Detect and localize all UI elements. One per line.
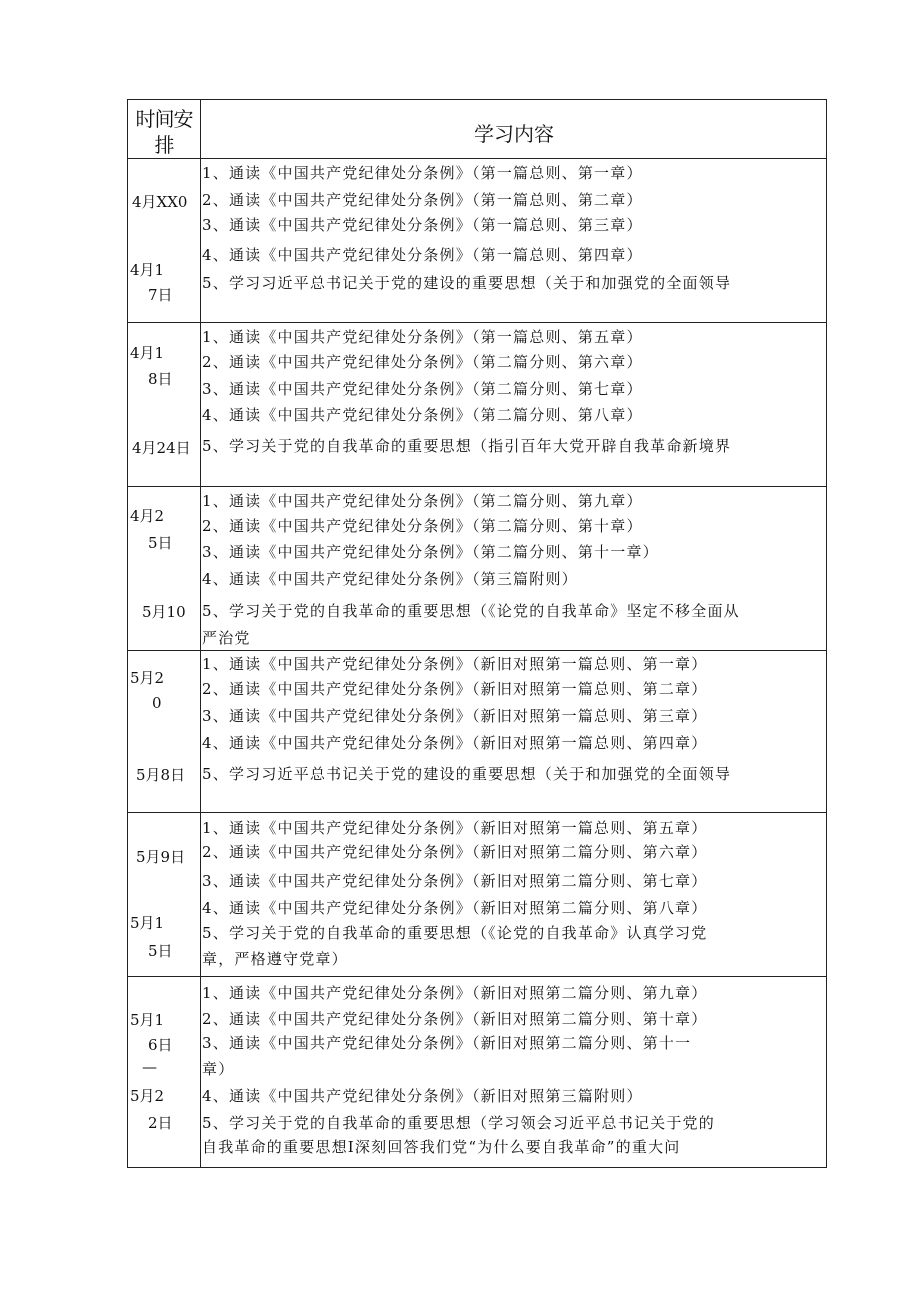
row-1-line: 5、学习习近平总书记关于党的建设的重要思想（关于和加强党的全面领导 bbox=[202, 274, 732, 292]
row-3-line: 2、通读《中国共产党纪律处分条例》（第二篇分则、第十章） bbox=[202, 517, 643, 535]
row-divider bbox=[128, 650, 826, 651]
row-2-line: 4、通读《中国共产党纪律处分条例》（第二篇分则、第八章） bbox=[202, 406, 643, 424]
row-2-line: 2、通读《中国共产党纪律处分条例》（第二篇分则、第六章） bbox=[202, 353, 643, 371]
row-5-line: 2、通读《中国共产党纪律处分条例》（新旧对照第二篇分则、第六章） bbox=[202, 843, 708, 861]
row-3-line: 4、通读《中国共产党纪律处分条例》（第三篇附则） bbox=[202, 570, 578, 588]
row-6-time: 6日 bbox=[148, 1036, 173, 1054]
row-6-line: 4、通读《中国共产党纪律处分条例》（新旧对照第三篇附则） bbox=[202, 1087, 643, 1105]
row-1-line: 4、通读《中国共产党纪律处分条例》（第一篇总则、第四章） bbox=[202, 246, 643, 264]
row-6-line: 5、学习关于党的自我革命的重要思想（学习领会习近平总书记关于党的 bbox=[202, 1114, 715, 1132]
row-4-line: 5、学习习近平总书记关于党的建设的重要思想（关于和加强党的全面领导 bbox=[202, 765, 732, 783]
column-divider bbox=[200, 100, 201, 1167]
row-5-time: 5月9日 bbox=[136, 848, 186, 866]
row-2-line: 1、通读《中国共产党纪律处分条例》（第一篇总则、第五章） bbox=[202, 328, 643, 346]
row-4-time: 5月8日 bbox=[136, 766, 186, 784]
row-divider bbox=[128, 158, 826, 159]
row-6-time: — bbox=[142, 1058, 157, 1076]
row-4-line: 3、通读《中国共产党纪律处分条例》（新旧对照第一篇总则、第三章） bbox=[202, 707, 708, 725]
row-6-time: 5月1 bbox=[130, 1011, 165, 1029]
row-3-line: 5、学习关于党的自我革命的重要思想（《论党的自我革命》坚定不移全面从 bbox=[202, 602, 740, 620]
row-2-line: 5、学习关于党的自我革命的重要思想（指引百年大党开辟自我革命新境界 bbox=[202, 437, 732, 455]
row-4-line: 4、通读《中国共产党纪律处分条例》（新旧对照第一篇总则、第四章） bbox=[202, 734, 708, 752]
row-divider bbox=[128, 976, 826, 977]
row-divider bbox=[128, 486, 826, 487]
row-6-line: 1、通读《中国共产党纪律处分条例》（新旧对照第二篇分则、第九章） bbox=[202, 984, 708, 1002]
row-1-line: 1、通读《中国共产党纪律处分条例》（第一篇总则、第一章） bbox=[202, 164, 643, 182]
row-4-line: 2、通读《中国共产党纪律处分条例》（新旧对照第一篇总则、第二章） bbox=[202, 680, 708, 698]
row-5-line: 1、通读《中国共产党纪律处分条例》（新旧对照第一篇总则、第五章） bbox=[202, 819, 708, 837]
row-5-line: 章，严格遵守党章） bbox=[202, 950, 348, 968]
row-5-time: 5日 bbox=[148, 942, 173, 960]
row-2-line: 3、通读《中国共产党纪律处分条例》（第二篇分则、第七章） bbox=[202, 380, 643, 398]
row-6-line: 2、通读《中国共产党纪律处分条例》（新旧对照第二篇分则、第十章） bbox=[202, 1010, 708, 1028]
header-content: 学习内容 bbox=[474, 122, 554, 146]
row-3-time: 5月10 bbox=[142, 603, 186, 621]
row-6-time: 2日 bbox=[148, 1114, 173, 1132]
row-2-time: 4月1 bbox=[130, 344, 165, 362]
row-1-time: 4月1 bbox=[130, 261, 165, 279]
row-divider bbox=[128, 322, 826, 323]
row-1-line: 2、通读《中国共产党纪律处分条例》（第一篇总则、第二章） bbox=[202, 191, 643, 209]
row-3-line: 严治党 bbox=[202, 629, 251, 647]
row-4-time: 5月2 bbox=[130, 669, 165, 687]
row-5-line: 4、通读《中国共产党纪律处分条例》（新旧对照第二篇分则、第八章） bbox=[202, 899, 708, 917]
row-1-line: 3、通读《中国共产党纪律处分条例》（第一篇总则、第三章） bbox=[202, 216, 643, 234]
row-5-time: 5月1 bbox=[130, 914, 165, 932]
row-divider bbox=[128, 812, 826, 813]
header-time: 时间安排 bbox=[135, 107, 193, 157]
row-6-time: 5月2 bbox=[130, 1087, 165, 1105]
row-1-time: 7日 bbox=[148, 286, 173, 304]
row-6-line: 3、通读《中国共产党纪律处分条例》（新旧对照第二篇分则、第十一 bbox=[202, 1034, 692, 1052]
row-6-line: 自我革命的重要思想I深刻回答我们党“为什么要自我革命”的重大问 bbox=[202, 1138, 681, 1156]
row-4-time: 0 bbox=[152, 694, 162, 712]
row-2-time: 8日 bbox=[148, 370, 173, 388]
row-3-line: 3、通读《中国共产党纪律处分条例》（第二篇分则、第十一章） bbox=[202, 543, 659, 561]
row-6-line: 章） bbox=[202, 1060, 235, 1078]
row-3-line: 1、通读《中国共产党纪律处分条例》（第二篇分则、第九章） bbox=[202, 492, 643, 510]
row-4-line: 1、通读《中国共产党纪律处分条例》（新旧对照第一篇总则、第一章） bbox=[202, 655, 708, 673]
row-5-line: 5、学习关于党的自我革命的重要思想（《论党的自我革命》认真学习党 bbox=[202, 924, 708, 942]
row-3-time: 5日 bbox=[148, 534, 173, 552]
row-3-time: 4月2 bbox=[130, 507, 165, 525]
row-1-time: 4月XX0 bbox=[132, 193, 188, 211]
row-5-line: 3、通读《中国共产党纪律处分条例》（新旧对照第二篇分则、第七章） bbox=[202, 872, 708, 890]
schedule-table bbox=[127, 99, 827, 1168]
row-2-time: 4月24日 bbox=[132, 439, 191, 457]
